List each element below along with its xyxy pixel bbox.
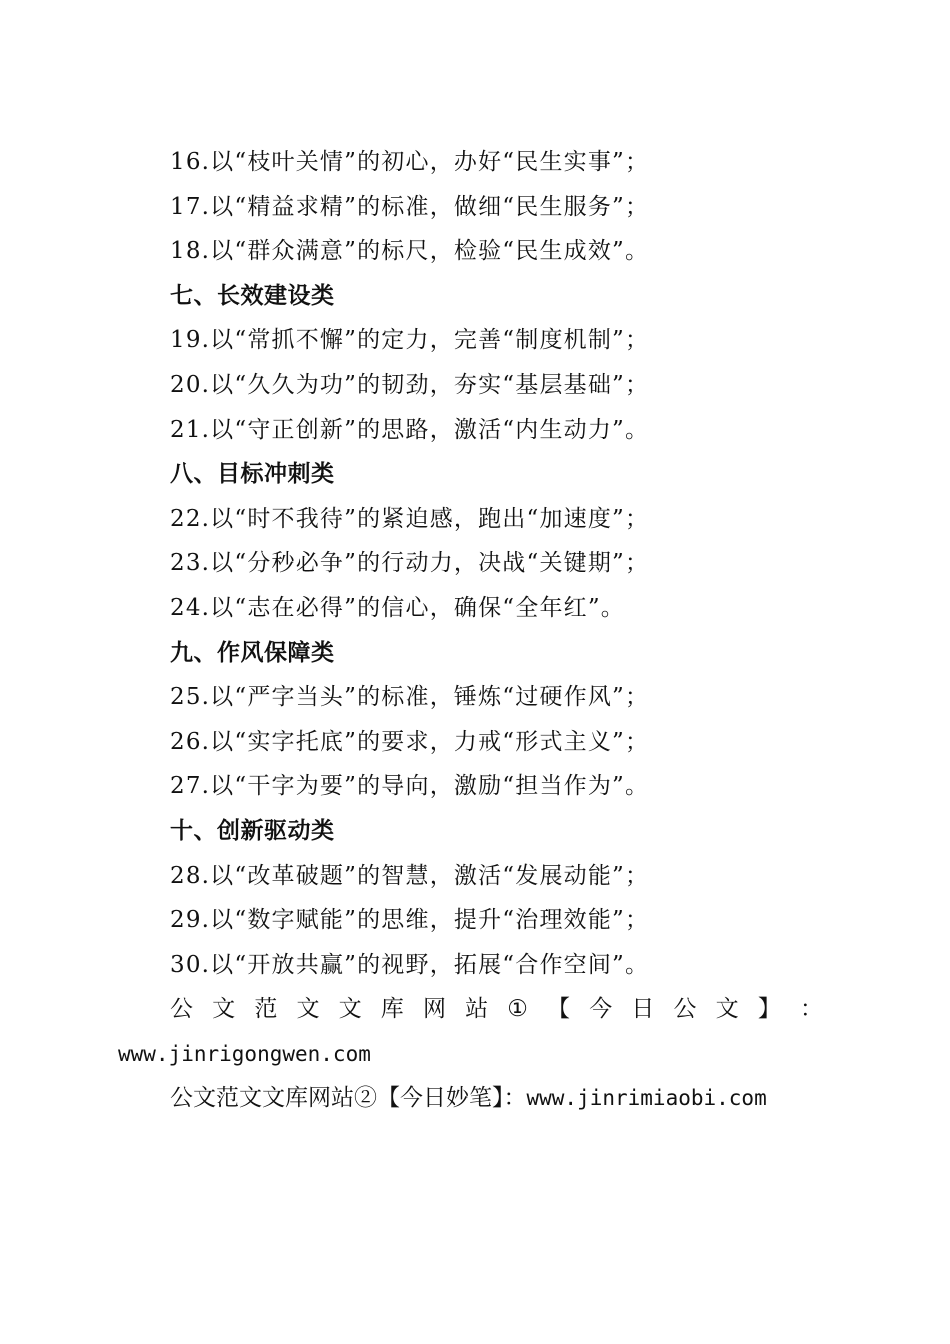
- section-heading: 十、创新驱动类: [170, 817, 335, 844]
- list-item: 28.以“改革破题”的智慧，激活“发展动能”；: [170, 862, 650, 889]
- footer-site2-label: 公文范文文库网站②【今日妙笔】：: [170, 1085, 527, 1112]
- list-item: 21.以“守正创新”的思路，激活“内生动力”。: [170, 416, 650, 443]
- list-item: 30.以“开放共赢”的视野，拓展“合作空间”。: [170, 951, 650, 978]
- list-item: 27.以“干字为要”的导向，激励“担当作为”。: [170, 773, 650, 800]
- list-item: 23.以“分秒必争”的行动力，决战“关键期”；: [170, 550, 650, 577]
- list-item: 16.以“枝叶关情”的初心，办好“民生实事”；: [170, 149, 650, 175]
- list-item: 19.以“常抓不懈”的定力，完善“制度机制”；: [170, 327, 650, 354]
- footer-site2: [118, 1076, 823, 1121]
- section-heading: 八、目标冲刺类: [170, 461, 335, 488]
- list-item: 29.以“数字赋能”的思维，提升“治理效能”；: [170, 907, 650, 934]
- footer-site2-url: www.jinrimiaobi.com: [526, 1086, 767, 1111]
- list-item: 20.以“久久为功”的韧劲，夯实“基层基础”；: [170, 371, 650, 398]
- footer-site1-label: 公 文 范 文 文 库 网 站 ① 【 今 日 公 文 】 ：: [170, 996, 823, 1023]
- footer-site1-url: www.jinrigongwen.com: [118, 1041, 371, 1066]
- section-heading: 九、作风保障类: [170, 639, 335, 666]
- list-item: 25.以“严字当头”的标准，锤炼“过硬作风”；: [170, 684, 650, 711]
- list-item: 18.以“群众满意”的标尺，检验“民生成效”。: [170, 238, 650, 265]
- document-body: [118, 140, 823, 1121]
- list-item: 17.以“精益求精”的标准，做细“民生服务”；: [170, 193, 650, 220]
- list-item: 24.以“志在必得”的信心，确保“全年红”。: [170, 594, 626, 621]
- list-item: 22.以“时不我待”的紧迫感，跑出“加速度”；: [170, 505, 650, 532]
- list-item: 26.以“实字托底”的要求，力戒“形式主义”；: [170, 728, 650, 755]
- section-heading: 七、长效建设类: [170, 282, 335, 309]
